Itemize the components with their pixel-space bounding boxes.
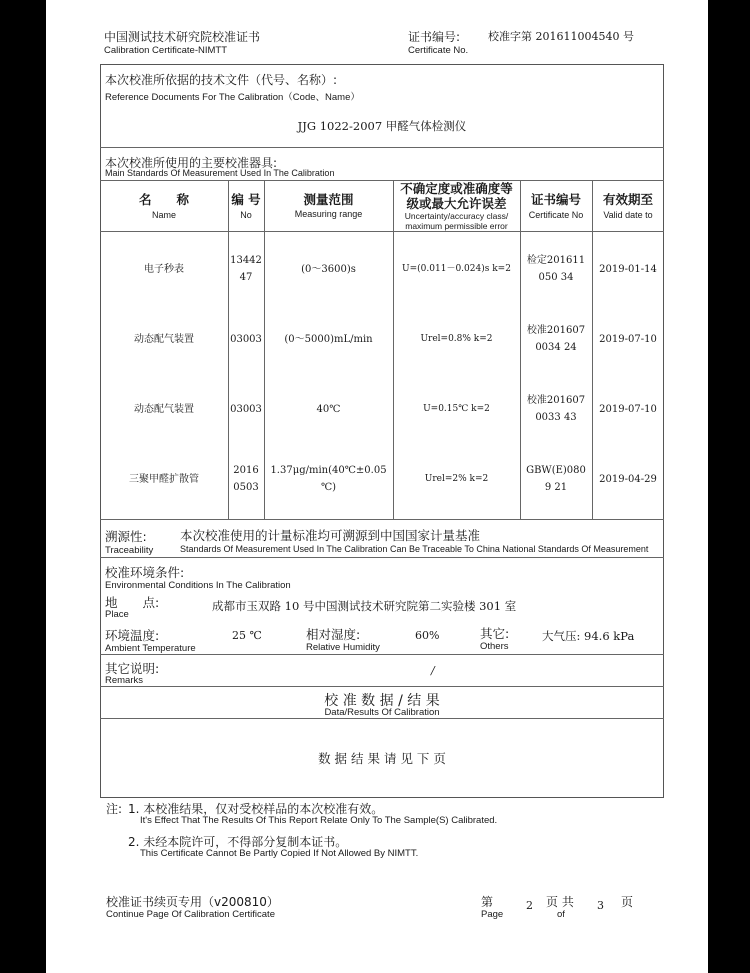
divider: [100, 718, 664, 719]
cert-no-label-cn: 证书编号:: [408, 30, 461, 44]
row-cert: GBW(E)0809 21: [526, 465, 586, 493]
results-body: 数 据 结 果 请 见 下 页: [318, 751, 446, 766]
row-valid: 2019-01-14: [599, 263, 657, 275]
table-row: [100, 380, 228, 438]
note-1-cn: 1. 本校准结果，仅对受校样品的本次校准有效。: [128, 802, 384, 816]
institute-title-cn: 中国测试技术研究院校准证书: [104, 30, 261, 44]
row-no: 03003: [230, 403, 262, 415]
row-cert: 检定201611050 34: [526, 255, 586, 283]
traceability-text-cn: 本次校准使用的计量标准均可溯源到中国国家计量基准: [180, 528, 481, 543]
row-valid: 2019-07-10: [599, 403, 657, 415]
humidity-label-cn: 相对湿度:: [306, 627, 361, 642]
traceability-label-en: Traceability: [105, 545, 154, 556]
footer-page-cn: 第: [481, 895, 494, 909]
traceability-text-en: Standards Of Measurement Used In The Calibration Can Be Traceable To China National Standards Of Measurement: [180, 544, 649, 554]
environment-label-cn: 校准环境条件:: [105, 565, 185, 580]
row-no: 2016 0503: [233, 465, 259, 493]
others-label-en: Others: [480, 641, 509, 652]
place-value: 成都市玉双路 10 号中国测试技术研究院第二实验楼 301 室: [212, 599, 517, 613]
divider: [100, 557, 664, 558]
column-header-name: 名 称 Name: [138, 191, 189, 220]
row-range: 1.37μg/min(40℃±0.05 ℃): [270, 465, 387, 493]
reference-label-en: Reference Documents For The Calibration（Code、Name）: [105, 92, 360, 103]
remarks-label-cn: 其它说明:: [105, 661, 160, 676]
standards-label-cn: 本次校准所使用的主要校准器具:: [105, 156, 278, 170]
row-uncertainty: U=(0.011－0.024)s k=2: [402, 263, 511, 274]
results-title-en: Data/Results Of Calibration: [324, 707, 440, 718]
cert-no-value: 校准字第 201611004540 号: [488, 30, 634, 43]
row-range: (0～5000)mL/min: [284, 333, 373, 345]
footer-total-pages: 3: [597, 899, 604, 912]
table-row: [100, 450, 228, 508]
environment-label-en: Environmental Conditions In The Calibration: [105, 580, 291, 591]
row-valid: 2019-04-29: [599, 473, 657, 485]
institute-title-en: Calibration Certificate-NIMTT: [104, 45, 227, 56]
temperature-label-en: Ambient Temperature: [105, 643, 196, 654]
divider: [100, 519, 664, 520]
row-name: 电子秒表: [144, 263, 184, 275]
place-label-cn: 地 点:: [105, 595, 160, 610]
row-no: 03003: [230, 333, 262, 345]
row-range: (0～3600)s: [301, 263, 356, 275]
divider: [100, 654, 664, 655]
standards-label-en: Main Standards Of Measurement Used In The Calibration: [105, 168, 335, 178]
row-uncertainty: Urel=0.8% k=2: [420, 333, 493, 344]
row-name: 动态配气装置: [134, 333, 194, 345]
column-header-uncertainty: 不确定度或准确度等级或最大允许误差 Uncertainty/accuracy class/ maximum permissible error: [400, 181, 513, 231]
humidity-label-en: Relative Humidity: [306, 642, 380, 653]
reference-label-cn: 本次校准所依据的技术文件（代号、名称）:: [105, 73, 338, 87]
row-name: 三聚甲醛扩散管: [129, 473, 199, 485]
footer-page-en: Page: [481, 909, 504, 920]
footer-page-number: 2: [526, 899, 533, 912]
remarks-label-en: Remarks: [105, 675, 144, 686]
reference-value: JJG 1022-2007 甲醛气体检测仪: [297, 119, 467, 133]
footer-of-en: of: [557, 909, 565, 920]
table-row: [100, 240, 228, 298]
column-header-range: 测量范围 Measuring range: [294, 192, 363, 219]
column-header-no: 编 号 No: [231, 191, 261, 220]
divider: [100, 147, 664, 148]
footer-of-cn: 页 共: [546, 895, 574, 909]
others-label-cn: 其它:: [480, 626, 510, 641]
row-uncertainty: U=0.15℃ k=2: [423, 403, 490, 414]
row-valid: 2019-07-10: [599, 333, 657, 345]
others-value: 大气压: 94.6 kPa: [542, 629, 635, 643]
notes-prefix: 注:: [106, 802, 123, 816]
footer-left-en: Continue Page Of Calibration Certificate: [106, 909, 275, 920]
row-cert: 校准2016070033 43: [526, 395, 586, 423]
column-header-cert-no: 证书编号 Certificate No: [528, 191, 584, 220]
divider: [100, 686, 664, 687]
column-header-valid-date: 有效期至 Valid date to: [602, 191, 653, 220]
note-2-cn: 2. 未经本院许可，不得部分复制本证书。: [128, 835, 348, 849]
temperature-label-cn: 环境温度:: [105, 628, 160, 643]
humidity-value: 60%: [415, 629, 440, 642]
footer-end-cn: 页: [621, 895, 634, 909]
cert-no-label-en: Certificate No.: [408, 45, 469, 56]
row-cert: 校准2016070034 24: [526, 325, 586, 353]
place-label-en: Place: [105, 609, 129, 620]
row-range: 40℃: [316, 403, 341, 415]
remarks-value: /: [431, 664, 435, 677]
results-title-cn: 校 准 数 据 / 结 果: [324, 693, 440, 709]
divider: [100, 231, 664, 232]
temperature-value: 25 ℃: [232, 629, 262, 642]
row-no: 1344247: [230, 255, 262, 283]
note-1-en: It's Effect That The Results Of This Report Relate Only To The Sample(S) Calibrated.: [140, 815, 498, 826]
note-2-en: This Certificate Cannot Be Partly Copied If Not Allowed By NIMTT.: [140, 848, 419, 859]
footer-left-cn: 校准证书续页专用（v200810）: [106, 895, 279, 909]
row-uncertainty: Urel=2% k=2: [424, 473, 489, 484]
row-name: 动态配气装置: [134, 403, 194, 415]
traceability-label-cn: 溯源性:: [105, 529, 147, 544]
table-row: [100, 310, 228, 368]
